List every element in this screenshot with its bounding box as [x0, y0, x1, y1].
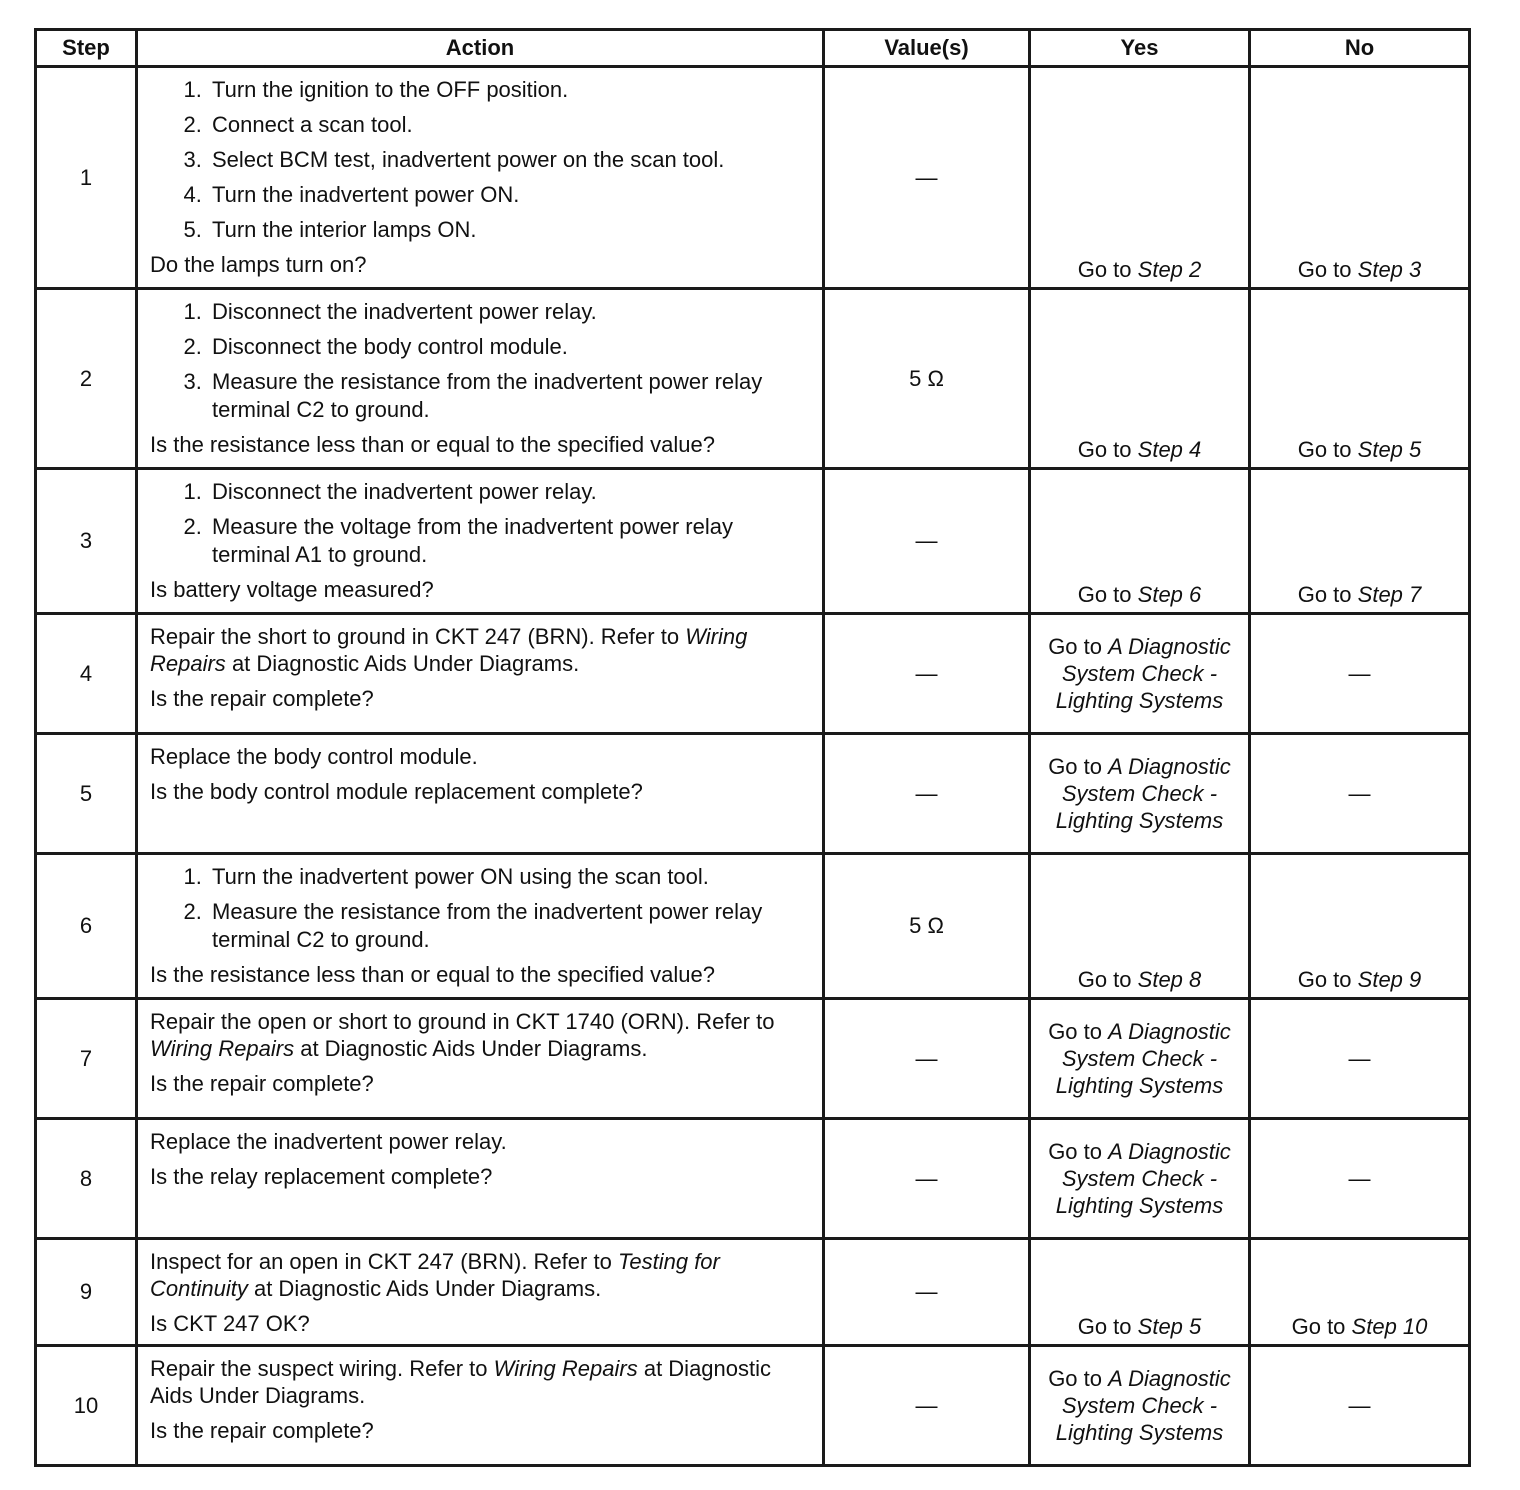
action-question: Is CKT 247 OK? [150, 1311, 310, 1336]
action-text: Repair the suspect wiring. Refer to Wiring Repairs at Diagnostic Aids Under Diagrams. [150, 1356, 772, 1408]
action-question: Is the body control module replacement complete? [150, 779, 643, 804]
table-row [36, 67, 1470, 289]
table-row [36, 1239, 1470, 1346]
action-question: Do the lamps turn on? [150, 252, 367, 277]
action-text: Repair the short to ground in CKT 247 (BRN). Refer to Wiring Repairs at Diagnostic Aids Under Diagrams. [150, 624, 748, 676]
action-question: Is the repair complete? [150, 1418, 374, 1443]
action-question: Is the resistance less than or equal to the specified value? [150, 432, 716, 457]
action-step: 1. Turn the inadvertent power ON using the scan tool. [208, 863, 810, 891]
action-step: 1. Disconnect the inadvertent power relay. [208, 298, 810, 326]
no-target: Step 9 [1357, 967, 1422, 992]
table-row [36, 999, 1470, 1119]
action-question: Is battery voltage measured? [150, 577, 434, 602]
yes-target: Step 2 [1137, 257, 1202, 282]
action-cell [137, 469, 824, 614]
value-cell: — [824, 469, 1030, 614]
action-steps [150, 298, 810, 424]
yes-cell [1030, 289, 1250, 469]
yes-cell [1030, 734, 1250, 854]
step-number: 6 [36, 854, 137, 999]
no-prefix: Go to [1297, 257, 1352, 282]
no-target: Step 3 [1357, 257, 1422, 282]
yes-target: Step 4 [1137, 437, 1202, 462]
no-cell [1250, 289, 1470, 469]
yes-cell [1030, 469, 1250, 614]
yes-prefix: Go to [1048, 1366, 1102, 1391]
no-target: Step 7 [1357, 582, 1422, 607]
yes-cell [1030, 1239, 1250, 1346]
table-row [36, 289, 1470, 469]
table-row [36, 854, 1470, 999]
table-row [36, 734, 1470, 854]
yes-cell [1030, 999, 1250, 1119]
action-text: Inspect for an open in CKT 247 (BRN). Refer to Testing for Continuity at Diagnostic Aids Under Diagrams. [150, 1249, 720, 1301]
no-cell: — [1250, 734, 1470, 854]
step-number: 2 [36, 289, 137, 469]
action-steps [150, 863, 810, 954]
action-cell [137, 614, 824, 734]
action-cell [137, 999, 824, 1119]
diagnostic-table [34, 28, 1471, 1467]
no-cell: — [1250, 1346, 1470, 1466]
value-cell: — [824, 1239, 1030, 1346]
action-text: Repair the open or short to ground in CKT 1740 (ORN). Refer to Wiring Repairs at Diagnostic Aids Under Diagrams. [150, 1009, 775, 1061]
no-cell: — [1250, 1119, 1470, 1239]
step-number: 5 [36, 734, 137, 854]
no-prefix: Go to [1297, 967, 1352, 992]
yes-cell [1030, 614, 1250, 734]
yes-prefix: Go to [1048, 754, 1102, 779]
action-step: 5. Turn the interior lamps ON. [208, 216, 810, 244]
action-cell [137, 289, 824, 469]
action-step: 1. Turn the ignition to the OFF position. [208, 76, 810, 104]
value-cell: 5 Ω [824, 289, 1030, 469]
header-row [36, 30, 1470, 67]
value-cell: — [824, 999, 1030, 1119]
no-cell [1250, 1239, 1470, 1346]
action-question: Is the repair complete? [150, 1071, 374, 1096]
value-cell: — [824, 1346, 1030, 1466]
action-step: 4. Turn the inadvertent power ON. [208, 181, 810, 209]
table-row [36, 1346, 1470, 1466]
yes-prefix: Go to [1077, 1314, 1132, 1339]
action-step: 3. Measure the resistance from the inadvertent power relay terminal C2 to ground. [208, 368, 810, 424]
yes-target: Step 8 [1137, 967, 1202, 992]
no-cell: — [1250, 614, 1470, 734]
yes-cell [1030, 854, 1250, 999]
action-text: Replace the inadvertent power relay. [150, 1129, 507, 1154]
value-cell: — [824, 614, 1030, 734]
action-steps [150, 478, 810, 569]
yes-target: A Diagnostic System Check - Lighting Systems [1055, 1019, 1231, 1098]
action-question: Is the repair complete? [150, 686, 374, 711]
header-action: Action [137, 30, 824, 67]
header-no: No [1250, 30, 1470, 67]
step-number: 8 [36, 1119, 137, 1239]
action-cell [137, 854, 824, 999]
header-step: Step [36, 30, 137, 67]
yes-target: A Diagnostic System Check - Lighting Systems [1055, 1366, 1231, 1445]
no-target: Step 10 [1351, 1314, 1428, 1339]
action-text: Replace the body control module. [150, 744, 478, 769]
value-cell: — [824, 67, 1030, 289]
yes-cell [1030, 67, 1250, 289]
action-question: Is the relay replacement complete? [150, 1164, 493, 1189]
step-number: 1 [36, 67, 137, 289]
yes-prefix: Go to [1048, 1019, 1102, 1044]
step-number: 7 [36, 999, 137, 1119]
yes-target: A Diagnostic System Check - Lighting Systems [1055, 1139, 1231, 1218]
yes-target: A Diagnostic System Check - Lighting Systems [1055, 634, 1231, 713]
step-number: 9 [36, 1239, 137, 1346]
action-step: 2. Measure the voltage from the inadvertent power relay terminal A1 to ground. [208, 513, 810, 569]
no-prefix: Go to [1297, 437, 1352, 462]
action-step: 1. Disconnect the inadvertent power relay. [208, 478, 810, 506]
action-step: 2. Measure the resistance from the inadvertent power relay terminal C2 to ground. [208, 898, 810, 954]
no-prefix: Go to [1297, 582, 1352, 607]
no-cell: — [1250, 999, 1470, 1119]
value-cell: — [824, 734, 1030, 854]
yes-cell [1030, 1346, 1250, 1466]
action-cell [137, 67, 824, 289]
yes-prefix: Go to [1077, 967, 1132, 992]
action-cell [137, 734, 824, 854]
yes-prefix: Go to [1077, 437, 1132, 462]
yes-prefix: Go to [1077, 582, 1132, 607]
yes-target: Step 5 [1137, 1314, 1202, 1339]
action-step: 2. Disconnect the body control module. [208, 333, 810, 361]
header-values: Value(s) [824, 30, 1030, 67]
no-target: Step 5 [1357, 437, 1422, 462]
action-step: 2. Connect a scan tool. [208, 111, 810, 139]
action-step: 3. Select BCM test, inadvertent power on the scan tool. [208, 146, 810, 174]
step-number: 3 [36, 469, 137, 614]
step-number: 4 [36, 614, 137, 734]
yes-prefix: Go to [1048, 1139, 1102, 1164]
header-yes: Yes [1030, 30, 1250, 67]
value-cell: 5 Ω [824, 854, 1030, 999]
table-row [36, 1119, 1470, 1239]
action-steps [150, 76, 810, 244]
action-question: Is the resistance less than or equal to the specified value? [150, 962, 716, 987]
table-row [36, 469, 1470, 614]
no-prefix: Go to [1291, 1314, 1346, 1339]
table-row [36, 614, 1470, 734]
yes-target: A Diagnostic System Check - Lighting Systems [1055, 754, 1231, 833]
action-cell [137, 1119, 824, 1239]
no-cell [1250, 854, 1470, 999]
yes-prefix: Go to [1077, 257, 1132, 282]
no-cell [1250, 67, 1470, 289]
action-cell [137, 1239, 824, 1346]
action-cell [137, 1346, 824, 1466]
yes-target: Step 6 [1137, 582, 1202, 607]
yes-cell [1030, 1119, 1250, 1239]
yes-prefix: Go to [1048, 634, 1102, 659]
step-number: 10 [36, 1346, 137, 1466]
value-cell: — [824, 1119, 1030, 1239]
no-cell [1250, 469, 1470, 614]
